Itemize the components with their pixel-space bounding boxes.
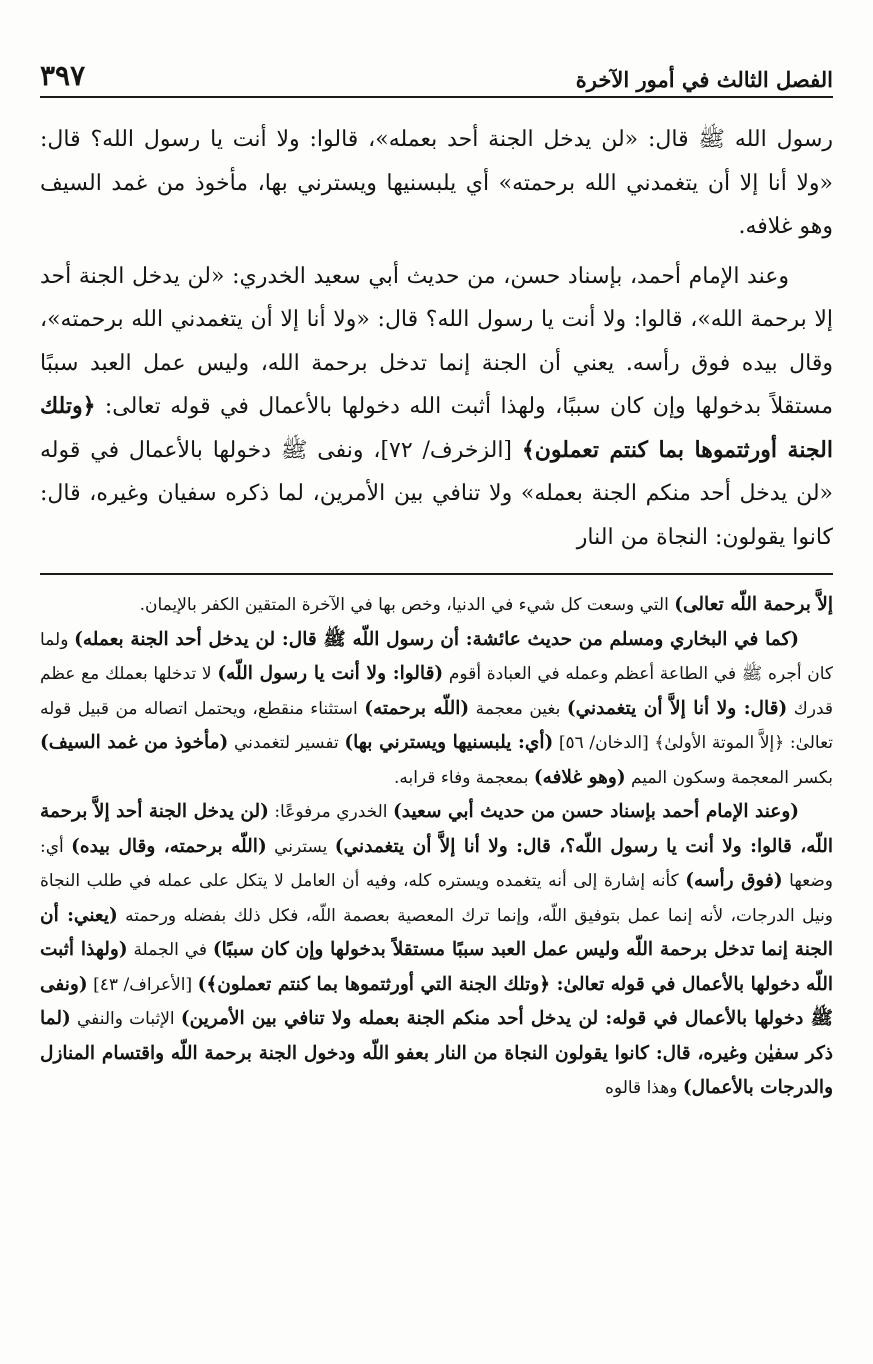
commentary-quote: (اللّه برحمته، وقال بيده) [71,835,267,857]
commentary-quote: إلاَّ برحمة اللّه تعالى) [674,594,833,615]
commentary-quote: (أي: يلبسنيها ويسترني بها) [344,732,554,753]
main-p1-text: رسول الله ﷺ قال: «لن يدخل الجنة أحد بعمله»، قالوا: ولا أنت يا رسول الله؟ قال: «ولا أنا إلا أن يتغمدني الله برحمته» أي يلبسنيها ويسترني بها، مأخوذ من غمد السيف وهو غلافه. [40,127,833,239]
commentary-text: بمعجمة وفاء قرابه. [394,767,529,788]
main-text [40,118,833,559]
commentary-quote: (فوق رأسه) [685,870,783,891]
commentary-quote: (مأخوذ من غمد السيف) [40,732,229,753]
commentary-paragraph-2 [40,623,833,796]
commentary-quote: (وهو غلافه) [533,766,626,788]
commentary-section [40,588,833,1106]
commentary-text: التي وسعت كل شيء في الدنيا، وخص بها في الآخرة المتقين الكفر بالإيمان. [139,595,669,615]
commentary-quote: (ولهذا أثبت اللّه دخولها بالأعمال في قوله تعالىٰ: ﴿وتلك الجنة التي أورثتموها بما كنتم تعملون﴾) [40,939,833,995]
main-p2-text-1: وعند الإمام أحمد، بإسناد حسن، من حديث أبي سعيد الخدري: «لن يدخل الجنة أحد إلا برحمة الله»، قالوا: ولا أنت يا رسول الله؟ قال: «ولا أنا إلا أن يتغمدني الله برحمته»، وقال بيده فوق رأسه. يعني أن الجنة إنما تدخل برحمة الله، وليس عمل العبد سببًا مستقلاً بدخولها وإن كان سببًا، ولهذا أثبت الله دخولها بالأعمال في قوله تعالى: [40,263,833,419]
commentary-quote: (كما في البخاري ومسلم من حديث عائشة: أن رسول اللّه ﷺ قال: لن يدخل أحد الجنة بعمله) [74,628,800,650]
commentary-quote: (لما ذكر سفيٰن وغيره، قال: كانوا يقولون النجاة من النار بعفو اللّه ودخول الجنة برحمة اللّه واقتسام المنازل والدرجات بالأعمال) [40,1008,833,1098]
commentary-paragraph-3 [40,795,833,1106]
page-number: ٣٩٧ [40,59,86,92]
commentary-text: لا تدخلها بعملك مع عظم قدرك [40,664,834,719]
commentary-quote: (قالوا: ولا أنت يا رسول اللّه) [217,663,444,684]
commentary-text: وهذا قالوه [605,1078,678,1098]
quran-verse: ﴿وتلك الجنة أورثتموها بما كنتم تعملون﴾ [40,393,833,463]
commentary-text: الخدري مرفوعًا: [274,802,388,822]
commentary-quote: (قال: ولا أنا إلاَّ أن يتغمدني) [566,697,788,719]
commentary-quote: (يعني: أن الجنة إنما تدخل برحمة اللّه وليس عمل العبد سببًا مستقلاً بدخولها وإن كان سببًا) [40,904,833,960]
commentary-quote: (وعند الإمام أحمد بإسناد حسن من حديث أبي سعيد) [393,801,800,822]
commentary-quote: (اللّه برحمته) [364,697,470,719]
commentary-text: ولما كان أجره ﷺ في الطاعة أعظم وعمله في العبادة أقوم [40,629,834,684]
footnote-divider [40,573,833,575]
commentary-text: يسترني [274,836,328,857]
commentary-text: استثناء منقطع، ويحتمل اتصاله من قبيل قوله تعالىٰ: ﴿إلاَّ الموتة الأولىٰ﴾ [الدخان/ ٥٦] [40,698,834,753]
commentary-text: أي: وضعها [40,836,834,891]
main-paragraph-2 [40,255,833,560]
commentary-quote: (لن يدخل الجنة أحد إلاَّ برحمة اللّه، قالوا: ولا أنت يا رسول اللّه؟، قال: ولا أنا إلاَّ أن يتغمدني) [40,801,834,857]
commentary-text: الإثبات والنفي [76,1009,175,1029]
commentary-text: بكسر المعجمة وسكون الميم [630,767,833,788]
commentary-text: في الجملة [133,940,208,960]
commentary-quote: (ونفى ﷺ دخولها بالأعمال في قوله: لن يدخل أحد منكم الجنة بعمله ولا تنافي بين الأمرين) [40,973,833,1029]
page-header [40,54,833,98]
commentary-text: كأنه إشارة إلى أنه يتغمده ويستره كله، وفيه أن العامل لا يتكل على عمله في طلب النجاة ونيل الدرجات، لأنه إنما عمل بتوفيق اللّه، وإنما ترك المعصية بعصمة اللّه، فكل ذلك بفضله ورحمته [40,871,834,926]
commentary-paragraph-1 [40,588,833,623]
commentary-text: بغين معجمة [475,698,561,719]
commentary-text: تفسير لتغمدني [233,733,339,753]
main-paragraph-1 [40,118,833,249]
chapter-title: الفصل الثالث في أمور الآخرة [575,67,833,92]
main-p2-text-2: [الزخرف/ ٧٢]، ونفى ﷺ دخولها بالأعمال في قوله «لن يدخل أحد منكم الجنة بعمله» ولا تنافي بين الأمرين، لما ذكره سفيان وغيره، قال: كانوا يقولون: النجاة من النار [40,437,833,550]
commentary-text: [الأعراف/ ٤٣] [93,974,193,995]
